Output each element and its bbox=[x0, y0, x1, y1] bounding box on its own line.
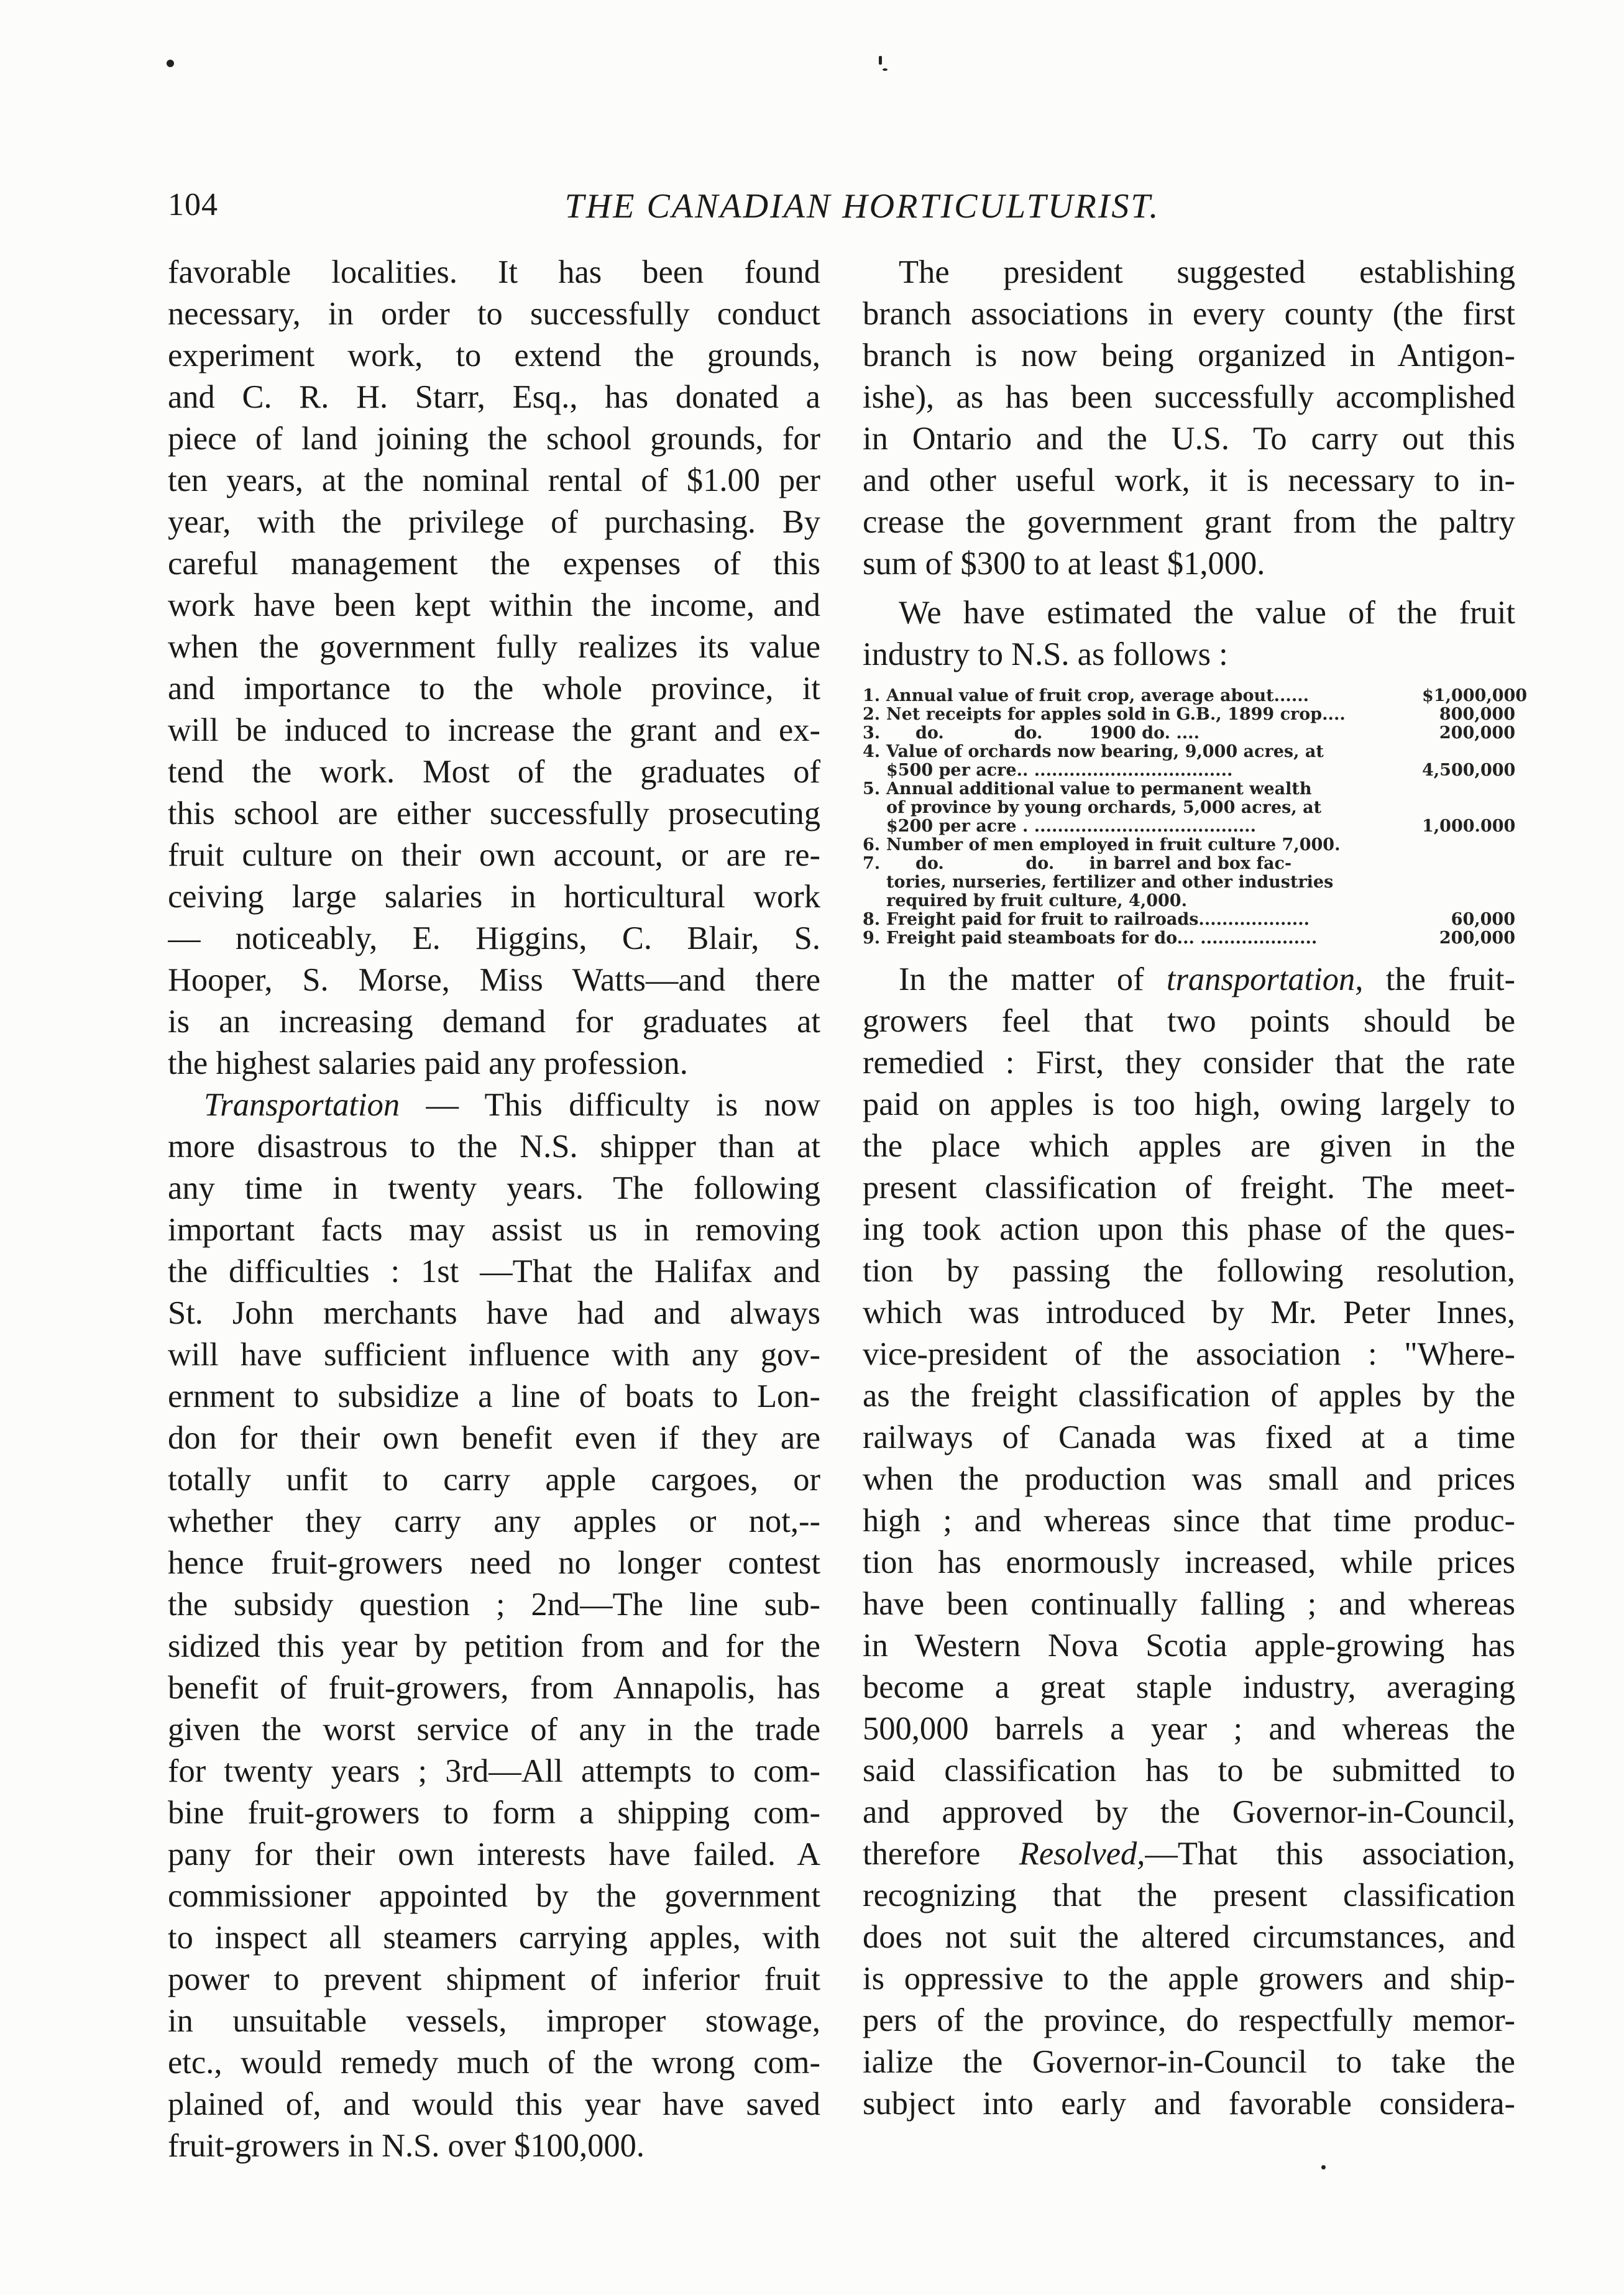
text-line: bine fruit-growers to form a shipping com- bbox=[168, 1795, 820, 1831]
text-line: tion has enormously increased, while prices bbox=[863, 1544, 1515, 1580]
page-header bbox=[168, 186, 1520, 236]
text-line: recognizing that the present classification bbox=[863, 1877, 1515, 1913]
paragraph-body bbox=[863, 1875, 1515, 2125]
stat-number: 9. bbox=[863, 928, 881, 948]
stat-row bbox=[863, 761, 1515, 780]
stat-number: 5. bbox=[863, 779, 881, 799]
stat-number: 7. bbox=[863, 854, 881, 873]
stat-number: 8. bbox=[863, 910, 881, 929]
text-line: ing took action upon this phase of the ques- bbox=[863, 1211, 1515, 1247]
text-line: and approved by the Governor-in-Council, bbox=[863, 1794, 1515, 1830]
stat-row bbox=[863, 854, 1515, 873]
text-line: important facts may assist us in removing bbox=[168, 1212, 820, 1248]
text-line: ernment to subsidize a line of boats to Lon- bbox=[168, 1378, 820, 1414]
stat-row bbox=[863, 929, 1515, 948]
text-line: remedied : First, they consider that the rate bbox=[863, 1045, 1515, 1081]
stat-number: 2. bbox=[863, 705, 881, 724]
text-line: 500,000 barrels a year ; and whereas the bbox=[863, 1711, 1515, 1747]
text-line: will be induced to increase the grant and ex- bbox=[168, 712, 820, 748]
text-line: in Western Nova Scotia apple-growing has bbox=[863, 1628, 1515, 1664]
text-line: paid on apples is too high, owing largely to bbox=[863, 1086, 1515, 1122]
stat-row bbox=[863, 686, 1528, 705]
text-line: ialize the Governor-in-Council to take the bbox=[863, 2044, 1515, 2080]
stat-row bbox=[863, 743, 1515, 761]
text-line: subject into early and favorable considera- bbox=[863, 2086, 1515, 2122]
emphasis: transportation, bbox=[1166, 961, 1364, 997]
text-line: ishe), as has been successfully accomplished bbox=[863, 379, 1515, 415]
text-line: will have sufficient influence with any gov- bbox=[168, 1337, 820, 1373]
text-line: does not suit the altered circumstances, and bbox=[863, 1919, 1515, 1955]
text-line: We have estimated the value of the fruit bbox=[899, 595, 1515, 631]
right-column bbox=[863, 252, 1528, 2125]
text-line: whether they carry any apples or not,-- bbox=[168, 1503, 820, 1539]
stat-label: Annual additional value to permanent wealth bbox=[886, 779, 1312, 799]
text-line: hence fruit-growers need no longer contest bbox=[168, 1545, 820, 1581]
text-line: benefit of fruit-growers, from Annapolis, has bbox=[168, 1670, 820, 1706]
stat-label: tories, nurseries, fertilizer and other industries bbox=[886, 873, 1334, 892]
ink-speck bbox=[167, 60, 174, 67]
stat-label: of province by young orchards, 5,000 acres, at bbox=[886, 798, 1322, 817]
stat-value: 200,000 bbox=[1439, 928, 1515, 948]
stat-label: do. do. in barrel and box fac- bbox=[886, 854, 1292, 873]
stat-number: 1. bbox=[863, 686, 881, 705]
stat-row bbox=[863, 873, 1515, 892]
text-line: in unsuitable vessels, improper stowage, bbox=[168, 2003, 820, 2039]
text-line: careful management the expenses of this bbox=[168, 546, 820, 582]
stat-label: Freight paid for fruit to railroads................... bbox=[886, 910, 1310, 929]
text-fragment: —That this association, bbox=[1145, 1836, 1515, 1872]
text-line: present classification of freight. The meet- bbox=[863, 1170, 1515, 1206]
text-line: high ; and whereas since that time produc- bbox=[863, 1503, 1515, 1539]
text-line: for twenty years ; 3rd—All attempts to com- bbox=[168, 1753, 820, 1789]
text-fragment: the fruit- bbox=[1363, 961, 1515, 997]
text-line: the place which apples are given in the bbox=[863, 1128, 1515, 1164]
stat-label: $500 per acre.. .................................. bbox=[886, 761, 1233, 780]
text-line: is an increasing demand for graduates at bbox=[168, 1004, 820, 1040]
text-line: and other useful work, it is necessary to in- bbox=[863, 462, 1515, 498]
paragraph-localities bbox=[168, 252, 820, 1084]
stat-label: Freight paid steamboats for do... .................... bbox=[886, 928, 1318, 948]
paragraph-president bbox=[863, 252, 1515, 585]
paragraph-estimate bbox=[863, 592, 1515, 676]
running-title: THE CANADIAN HORTICULTURIST. bbox=[564, 187, 1160, 226]
text-line: pers of the province, do respectfully memor- bbox=[863, 2002, 1515, 2038]
text-line: branch associations in every county (the first bbox=[863, 296, 1515, 332]
text-line: have been continually falling ; and whereas bbox=[863, 1586, 1515, 1622]
stat-value: 1,000.000 bbox=[1422, 817, 1516, 836]
text-line: plained of, and would this year have saved bbox=[168, 2086, 820, 2122]
text-line bbox=[863, 959, 1515, 1001]
transportation-heading: Transportation bbox=[204, 1087, 400, 1123]
stat-value: 800,000 bbox=[1439, 705, 1515, 724]
text-line: vice-president of the association : "Where- bbox=[863, 1336, 1515, 1372]
text-line: St. John merchants have had and always bbox=[168, 1295, 820, 1331]
text-line: and C. R. H. Starr, Esq., has donated a bbox=[168, 379, 820, 415]
stat-number: 6. bbox=[863, 835, 881, 854]
text-line: work have been kept within the income, and bbox=[168, 587, 820, 623]
text-line: fruit-growers in N.S. over $100,000. bbox=[168, 2128, 645, 2164]
text-line: favorable localities. It has been found bbox=[168, 254, 820, 290]
text-line: sidized this year by petition from and for the bbox=[168, 1628, 820, 1664]
emphasis: Resolved, bbox=[1019, 1836, 1145, 1872]
text-line: railways of Canada was fixed at a time bbox=[863, 1419, 1515, 1455]
page-number: 104 bbox=[168, 187, 218, 222]
text-line: fruit culture on their own account, or are re- bbox=[168, 837, 820, 873]
paragraph-transportation bbox=[168, 1084, 820, 2167]
text-fragment: therefore bbox=[863, 1836, 1019, 1872]
text-line: crease the government grant from the paltry bbox=[863, 504, 1515, 540]
stat-row bbox=[863, 836, 1515, 854]
text-line: don for their own benefit even if they are bbox=[168, 1420, 820, 1456]
left-column bbox=[168, 252, 820, 2167]
ink-speck bbox=[883, 68, 888, 71]
text-line: piece of land joining the school grounds, for bbox=[168, 421, 820, 457]
text-line: experiment work, to extend the grounds, bbox=[168, 337, 820, 373]
text-line: industry to N.S. as follows : bbox=[863, 636, 1228, 672]
text-line: more disastrous to the N.S. shipper than at bbox=[168, 1129, 820, 1165]
text-line: year, with the privilege of purchasing. By bbox=[168, 504, 820, 540]
text-line bbox=[863, 1833, 1515, 1875]
text-line: become a great staple industry, averaging bbox=[863, 1669, 1515, 1705]
stat-value: 4,500,000 bbox=[1422, 761, 1516, 780]
text-line: which was introduced by Mr. Peter Innes, bbox=[863, 1294, 1515, 1331]
text-line: totally unfit to carry apple cargoes, or bbox=[168, 1462, 820, 1498]
stat-label: Number of men employed in fruit culture 7,000. bbox=[886, 835, 1341, 854]
text-line bbox=[168, 1084, 820, 1126]
text-line: when the government fully realizes its value bbox=[168, 629, 820, 665]
stat-label: Net receipts for apples sold in G.B., 1899 crop.... bbox=[886, 705, 1346, 724]
stat-row bbox=[863, 724, 1515, 743]
text-line: tend the work. Most of the graduates of bbox=[168, 754, 820, 790]
stat-row bbox=[863, 799, 1515, 817]
text-line: The president suggested establishing bbox=[899, 254, 1515, 290]
text-line: the highest salaries paid any profession. bbox=[168, 1045, 688, 1081]
fruit-industry-value-table bbox=[863, 686, 1528, 948]
stat-label: Annual value of fruit crop, average about...... bbox=[886, 686, 1310, 705]
text-line: given the worst service of any in the trade bbox=[168, 1711, 820, 1748]
text-line: etc., would remedy much of the wrong com- bbox=[168, 2045, 820, 2081]
stat-value: 60,000 bbox=[1451, 910, 1515, 929]
stat-label: do. do. 1900 do. .... bbox=[886, 723, 1200, 743]
text-line: — noticeably, E. Higgins, C. Blair, S. bbox=[168, 920, 820, 956]
text-line: the subsidy question ; 2nd—The line sub- bbox=[168, 1587, 820, 1623]
text-line: is oppressive to the apple growers and ship- bbox=[863, 1961, 1515, 1997]
text-line: in Ontario and the U.S. To carry out this bbox=[863, 421, 1515, 457]
stat-row bbox=[863, 705, 1515, 724]
ink-speck bbox=[1321, 2165, 1326, 2169]
text-line: pany for their own interests have failed. A bbox=[168, 1836, 820, 1872]
text-line: any time in twenty years. The following bbox=[168, 1170, 820, 1206]
text-line: and importance to the whole province, it bbox=[168, 671, 820, 707]
stat-row bbox=[863, 780, 1515, 799]
text-line: Hooper, S. Morse, Miss Watts—and there bbox=[168, 962, 820, 998]
paragraph-body bbox=[863, 1001, 1515, 1833]
text-line: sum of $300 to at least $1,000. bbox=[863, 546, 1265, 582]
text-line: tion by passing the following resolution, bbox=[863, 1253, 1515, 1289]
stat-value: 200,000 bbox=[1439, 723, 1515, 743]
text-line: as the freight classification of apples by the bbox=[863, 1378, 1515, 1414]
stat-row bbox=[863, 892, 1515, 910]
text-line: ten years, at the nominal rental of $1.00 per bbox=[168, 462, 820, 498]
stat-label: required by fruit culture, 4,000. bbox=[886, 891, 1187, 910]
text-line: power to prevent shipment of inferior fruit bbox=[168, 1961, 820, 1997]
text-line: said classification has to be submitted to bbox=[863, 1752, 1515, 1789]
text-fragment: — This difficulty is now bbox=[400, 1087, 820, 1123]
stat-row bbox=[863, 910, 1515, 929]
text-line: ceiving large salaries in horticultural work bbox=[168, 879, 820, 915]
stat-number: 4. bbox=[863, 742, 881, 761]
stat-row bbox=[863, 817, 1515, 836]
text-line: when the production was small and prices bbox=[863, 1461, 1515, 1497]
text-line: necessary, in order to successfully conduct bbox=[168, 296, 820, 332]
stat-value: $1,000,000 bbox=[1422, 686, 1528, 705]
text-line: this school are either successfully prosecuting bbox=[168, 795, 820, 831]
paragraph-body bbox=[168, 1126, 820, 2167]
text-line: to inspect all steamers carrying apples, with bbox=[168, 1920, 820, 1956]
text-line: branch is now being organized in Antigon- bbox=[863, 337, 1515, 373]
ink-speck bbox=[879, 56, 882, 65]
text-line: the difficulties : 1st —That the Halifax and bbox=[168, 1253, 820, 1290]
stat-label: $200 per acre . ...................................... bbox=[886, 817, 1256, 836]
stat-label: Value of orchards now bearing, 9,000 acres, at bbox=[886, 742, 1324, 761]
text-line: growers feel that two points should be bbox=[863, 1003, 1515, 1039]
text-fragment: In the matter of bbox=[899, 961, 1167, 997]
text-line: commissioner appointed by the government bbox=[168, 1878, 820, 1914]
stat-number: 3. bbox=[863, 723, 881, 743]
paragraph-transportation-matter bbox=[863, 959, 1515, 2125]
